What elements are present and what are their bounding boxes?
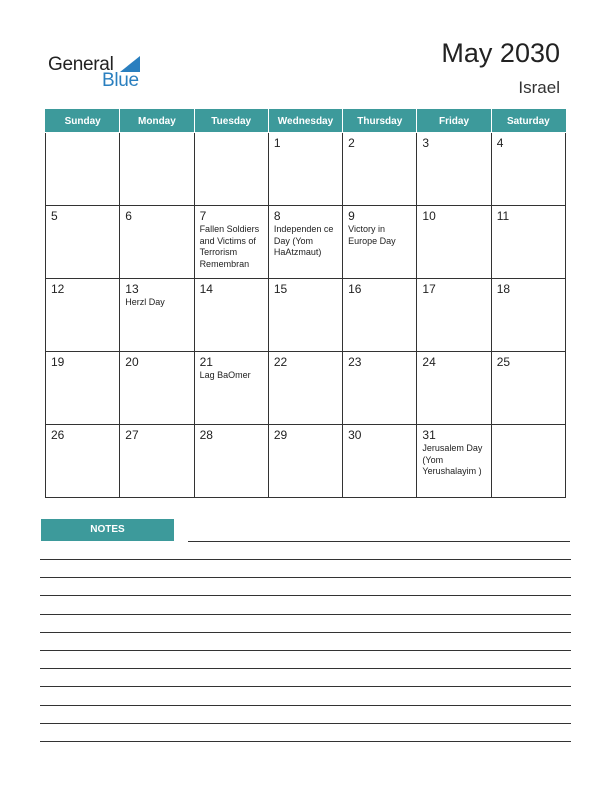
- notes-line: [40, 741, 571, 742]
- day-cell: [417, 352, 491, 425]
- week-row: [46, 352, 566, 425]
- day-number: 14: [199, 282, 213, 296]
- day-cell: [343, 133, 417, 206]
- weekday-wednesday: Wednesday: [268, 110, 342, 133]
- holiday-event: Independen ce Day (Yom HaAtzmaut): [273, 224, 334, 257]
- day-cell: [46, 425, 120, 498]
- day-number: 12: [51, 282, 65, 296]
- day-cell: [194, 425, 268, 498]
- day-cell: [46, 352, 120, 425]
- day-number: 26: [51, 428, 65, 442]
- day-cell: [491, 352, 565, 425]
- day-number: 20: [125, 355, 139, 369]
- holiday-event: [120, 223, 193, 224]
- holiday-event: [46, 296, 119, 297]
- notes-header: NOTES: [41, 519, 174, 541]
- day-number: 29: [273, 428, 288, 442]
- holiday-event: [269, 296, 342, 297]
- day-cell: [417, 425, 491, 498]
- holiday-event: Herzl Day: [125, 297, 165, 307]
- notes-line: [40, 668, 571, 669]
- day-number: 18: [496, 282, 511, 296]
- day-cell: [46, 279, 120, 352]
- day-number: 16: [348, 282, 362, 296]
- week-row: [46, 425, 566, 498]
- day-cell: [343, 352, 417, 425]
- logo-general-text: General: [48, 54, 114, 75]
- day-number: 30: [348, 428, 362, 442]
- day-number: 9: [348, 209, 355, 223]
- day-cell: [417, 279, 491, 352]
- day-cell: [268, 352, 342, 425]
- day-cell: [417, 206, 491, 279]
- day-number: 6: [125, 209, 132, 223]
- day-cell: [268, 206, 342, 279]
- day-number: 15: [273, 282, 288, 296]
- holiday-event: Lag BaOmer: [199, 370, 251, 380]
- day-cell: [120, 425, 194, 498]
- notes-line: [40, 686, 571, 687]
- day-cell: [268, 425, 342, 498]
- holiday-event: Jerusalem Day (Yom Yerushalayim ): [422, 443, 483, 476]
- holiday-event: [120, 442, 193, 443]
- day-number: 25: [496, 355, 511, 369]
- holiday-event: [492, 369, 565, 370]
- holiday-event: [269, 442, 342, 443]
- notes-line: [40, 650, 571, 651]
- day-cell: [46, 133, 120, 206]
- holiday-event: [46, 223, 119, 224]
- day-cell: [491, 206, 565, 279]
- week-row: [46, 279, 566, 352]
- notes-line: [40, 723, 571, 724]
- day-number: 19: [51, 355, 65, 369]
- holiday-event: Victory in Europe Day: [348, 224, 396, 246]
- holiday-event: [195, 296, 268, 297]
- day-number: 24: [422, 355, 436, 369]
- day-cell: [343, 206, 417, 279]
- holiday-event: [269, 150, 342, 151]
- weekday-monday: Monday: [120, 110, 194, 133]
- notes-line: [40, 632, 571, 633]
- holiday-event: [492, 223, 565, 224]
- holiday-event: [417, 223, 490, 224]
- day-cell: [120, 279, 194, 352]
- day-cell: [194, 352, 268, 425]
- day-number: 28: [199, 428, 213, 442]
- weekday-thursday: Thursday: [343, 110, 417, 133]
- holiday-event: [343, 442, 416, 443]
- day-number: 17: [422, 282, 436, 296]
- day-cell: [343, 425, 417, 498]
- day-number: 31: [422, 428, 436, 442]
- weekday-saturday: Saturday: [491, 110, 565, 133]
- notes-line: [40, 705, 571, 706]
- holiday-event: [492, 296, 565, 297]
- calendar-grid: [45, 109, 566, 498]
- holiday-event: [195, 442, 268, 443]
- day-cell: [194, 279, 268, 352]
- week-row: [46, 206, 566, 279]
- day-cell: [343, 279, 417, 352]
- logo: [48, 54, 139, 91]
- notes-line: [188, 541, 570, 542]
- day-number: 8: [273, 209, 281, 223]
- notes-line: [40, 559, 571, 560]
- holiday-event: [343, 296, 416, 297]
- holiday-event: Fallen Soldiers and Victims of Terrorism Remembran: [199, 224, 260, 269]
- day-cell: [120, 133, 194, 206]
- holiday-event: [46, 136, 119, 137]
- weekday-tuesday: Tuesday: [194, 110, 268, 133]
- day-number: 22: [273, 355, 288, 369]
- weekday-sunday: Sunday: [46, 110, 120, 133]
- day-number: 7: [199, 209, 207, 223]
- holiday-event: [269, 369, 342, 370]
- holiday-event: [343, 150, 416, 151]
- holiday-event: [46, 442, 119, 443]
- day-cell: [120, 206, 194, 279]
- day-number: 27: [125, 428, 139, 442]
- day-number: 2: [348, 136, 355, 150]
- day-number: 10: [422, 209, 436, 223]
- day-cell: [46, 206, 120, 279]
- day-cell: [491, 279, 565, 352]
- holiday-event: [492, 150, 565, 151]
- logo-blue-text: Blue: [102, 70, 139, 91]
- day-number: 3: [422, 136, 430, 150]
- weekday-friday: Friday: [417, 110, 491, 133]
- notes-line: [40, 577, 571, 578]
- holiday-event: [417, 296, 490, 297]
- weekday-header-row: [46, 110, 566, 133]
- day-cell: [268, 279, 342, 352]
- day-number: 23: [348, 355, 362, 369]
- day-cell: [194, 133, 268, 206]
- holiday-event: [120, 136, 193, 137]
- day-cell: [268, 133, 342, 206]
- holiday-event: [417, 369, 490, 370]
- day-number: 13: [125, 282, 139, 296]
- holiday-event: [120, 369, 193, 370]
- day-cell: [120, 352, 194, 425]
- holiday-event: [343, 369, 416, 370]
- notes-line: [40, 614, 571, 615]
- country-label: Israel: [518, 78, 560, 97]
- notes-line: [40, 595, 571, 596]
- day-number: 11: [496, 209, 510, 223]
- week-row: [46, 133, 566, 206]
- day-number: 5: [51, 209, 58, 223]
- month-year-title: May 2030: [441, 38, 560, 68]
- day-number: 1: [273, 136, 281, 150]
- holiday-event: [417, 150, 490, 151]
- holiday-event: [492, 428, 565, 429]
- day-number: 4: [496, 136, 504, 150]
- day-cell: [417, 133, 491, 206]
- day-cell: [194, 206, 268, 279]
- holiday-event: [195, 136, 268, 137]
- day-cell: [491, 425, 565, 498]
- holiday-event: [46, 369, 119, 370]
- day-number: 21: [199, 355, 213, 369]
- day-cell: [491, 133, 565, 206]
